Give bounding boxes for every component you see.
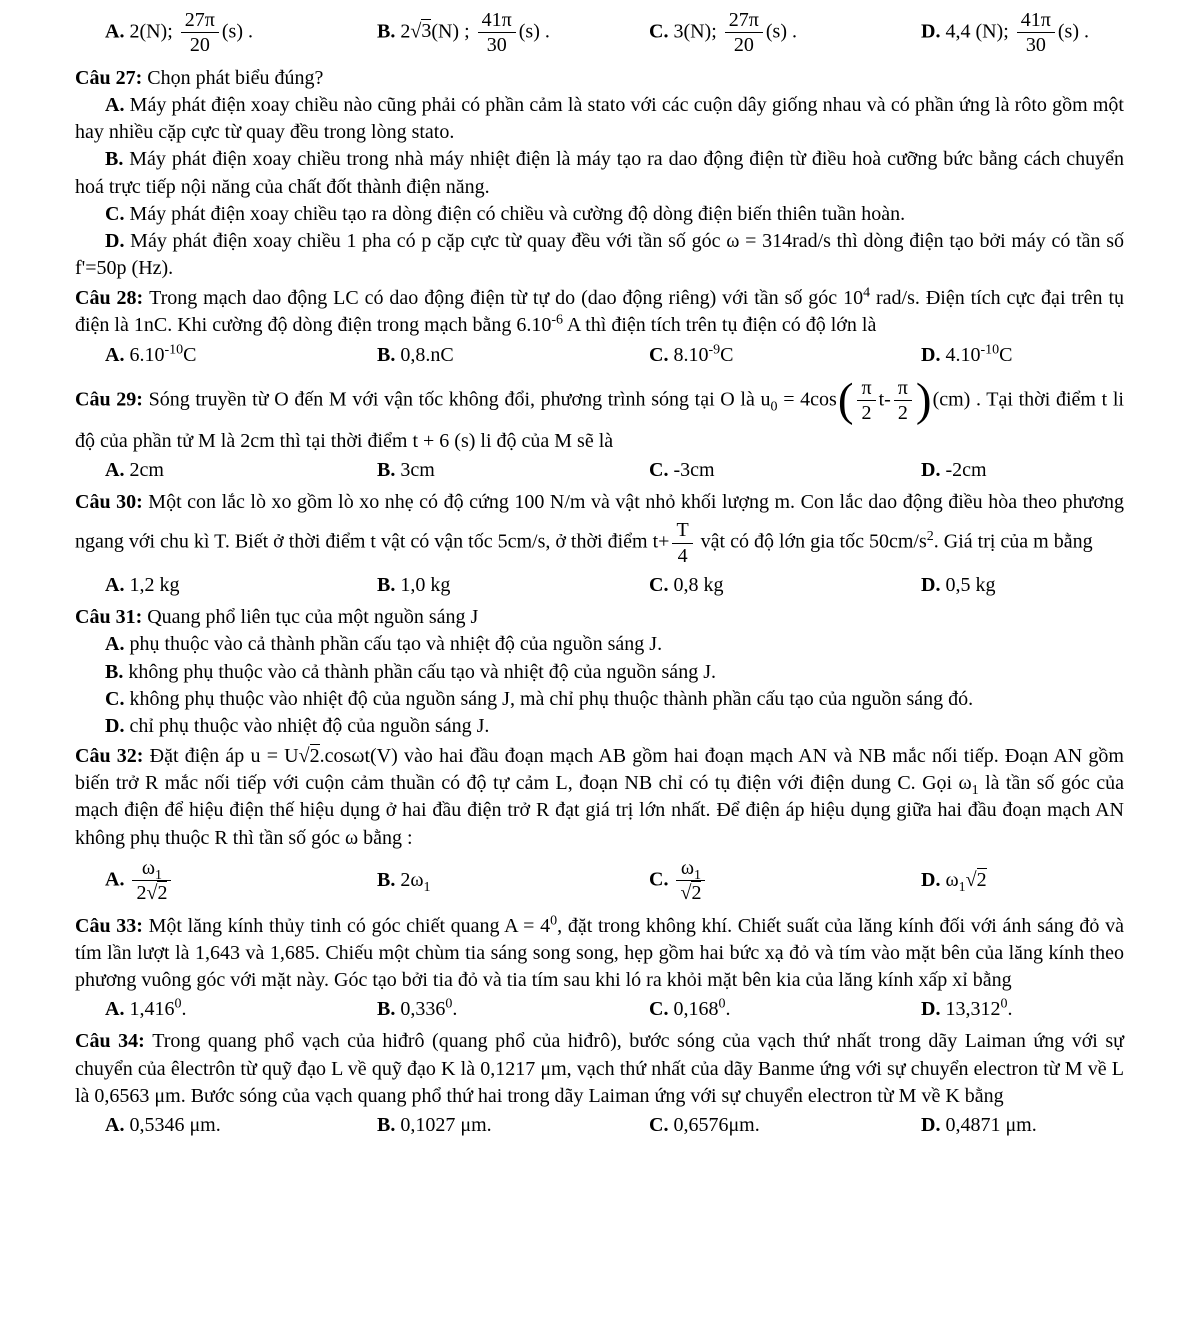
answer-option: D. chỉ phụ thuộc vào nhiệt độ của nguồn sáng J. [105,714,490,737]
options-row [75,570,1124,601]
option-letter: A. [105,868,130,891]
radicand: 2 [976,869,987,892]
fraction-numerator: $\omega_1$ [132,857,171,881]
answer-option: A. phụ thuộc vào cả thành phần cấu tạo và nhiệt độ của nguồn sáng J. [105,633,663,656]
fraction-denominator: 20 [733,34,754,57]
answer-option: B. 0,8.nC [377,343,454,366]
subscript: 1 [958,880,966,896]
answer-option: C. $8.10^{-9}C$ [649,342,734,366]
fraction-numerator: 41π [1017,9,1055,33]
answer-option: D. $\omega_1√2$ [921,869,987,896]
answer-option: B. 3cm [377,458,435,481]
option-letter: D. [921,343,946,366]
superscript: 0 [550,912,558,928]
option-letter: D. [921,998,946,1021]
answer-option: C. 0,168$^0$. [649,996,731,1021]
option-letter: C. [649,998,674,1021]
option-letter: B. [377,20,401,43]
question-number: Câu 34: [75,1030,153,1053]
subscript: 1 [694,867,702,883]
options-row [75,455,1124,486]
option-letter: D. [921,869,946,892]
superscript: -10 [980,342,1000,357]
superscript: 2 [926,529,934,545]
document-body [75,4,1124,1141]
radicand: 3 [421,20,432,43]
superscript: 0 [445,996,453,1012]
answer-option: B. Máy phát điện xoay chiều trong nhà máy nhiệt điện là máy tạo ra dao động điện từ điều hoà cưỡng bức bằng cách chuyển hoá trực tiếp nội năng của chất đốt thành điện năng. [75,148,1125,198]
fraction-numerator: 27π [181,9,219,33]
superscript: -6 [551,312,564,328]
answer-option: C. Máy phát điện xoay chiều tạo ra dòng điện có chiều và cường độ dòng điện biến thiên tuần hoàn. [105,202,906,225]
options-row [75,1110,1124,1141]
answer-option: A. $6.10^{-10}C$ [105,342,197,366]
question-text: Câu 31: Quang phổ liên tục của một nguồn sáng J [75,606,479,629]
options-row [75,852,1124,910]
answer-option: B. không phụ thuộc vào cả thành phần cấu tạo và nhiệt độ của nguồn sáng J. [105,660,716,683]
fraction-numerator: T [672,519,692,543]
options-row [75,994,1124,1025]
answer-option: C. không phụ thuộc vào nhiệt độ của nguồn sáng J, mà chỉ phụ thuộc thành phần cấu tạo của nguồn sáng đó. [105,687,974,710]
options-row [75,4,1124,62]
fraction-denominator: 30 [486,34,507,57]
fraction-numerator: π [894,377,912,401]
option-letter: C. [105,202,130,225]
fraction-denominator: 4 [677,544,688,567]
square-root: √3 [410,20,432,43]
question-text: Câu 32: Đặt điện áp u = U√2.cosωt(V) vào hai đầu đoạn mạch AB gồm hai đoạn mạch AN và NB mắc nối tiếp. Đoạn AN gồm biến trở R mắc nối tiếp với cuộn cảm thuần có độ tự cảm L, đoạn NB chỉ có tụ điện với điện dung C. Gọi $\omega_1$ là tần số góc của mạch điện để hiệu điện thế hiệu dụng ở hai đầu điện trở R đạt giá trị lớn nhất. Để điện áp hiệu dụng giữa hai đầu đoạn mạch AN không phụ thuộc R thì tần số góc ω bằng : [75,745,1125,849]
question-text: Câu 34: Trong quang phổ vạch của hiđrô (quang phổ của hiđrô), bước sóng của vạch thứ nhất trong dãy Laiman ứng với sự chuyển của êlectrôn từ quỹ đạo L về quỹ đạo K là 0,1217 μm, vạch thứ nhất của dãy Banme ứng với sự chuyển electron từ M về L là 0,6563 μm. Bước sóng của vạch quang phổ thứ hai trong dãy Laiman ứng với sự chuyển electron từ M về K bằng [75,1030,1124,1107]
square-root: √2 [965,869,987,892]
fraction-denominator: 30 [1025,34,1046,57]
option-letter: C. [105,687,130,710]
fraction-numerator: π [857,377,875,401]
fraction [676,857,705,905]
answer-option: C. 3(N); $\frac{27\pi}{20}$ (s) . [649,9,797,57]
option-letter: D. [921,573,946,596]
option-letter: D. [921,20,946,43]
answer-option: D. 0,4871 μm. [921,1113,1037,1136]
option-letter: B. [377,1113,401,1136]
fraction [1017,9,1055,57]
question-text: Câu 30: Một con lắc lò xo gồm lò xo nhẹ có độ cứng 100 N/m và vật nhỏ khối lượng m. Con lắc dao động điều hòa theo phương ngang với chu kì T. Biết ở thời điểm t vật có vận tốc 5cm/s, ở thời điểm t+ $\frac{T}{4}$ vật có độ lớn gia tốc $50cm/s^2$. Giá trị của m bằng [75,491,1124,567]
answer-option: D. 13,312$^0$. [921,996,1013,1021]
big-paren: ) [915,373,932,426]
option-letter: D. [921,458,946,481]
answer-option: B. 0,336$^0$. [377,996,458,1021]
answer-option: B. 2√3(N) ; $\frac{41\pi}{30}$ (s) . [377,9,550,57]
option-letter: A. [105,633,130,656]
fraction-denominator: 2 [861,402,872,425]
square-root: √2 [680,882,702,905]
fraction-numerator: 41π [478,9,516,33]
option-letter: B. [377,573,401,596]
question-number: Câu 28: [75,287,150,310]
option-letter: C. [649,1113,674,1136]
answer-option: B. 0,1027 μm. [377,1113,492,1136]
option-letter: B. [105,148,130,171]
option-letter: A. [105,998,130,1021]
question-text: Câu 28: Trong mạch dao động LC có dao động điện từ tự do (dao động riêng) với tần số góc $10^4$ rad/s. Điện tích cực đại trên tụ điện là 1nC. Khi cường độ dòng điện trong mạch bằng $6.10^{-6}$ A thì điện tích trên tụ điện có độ lớn là [75,285,1124,337]
fraction [132,857,171,905]
option-letter: B. [377,458,401,481]
fraction [478,9,516,57]
option-letter: D. [105,229,131,252]
superscript: -9 [708,342,721,357]
fraction [725,9,763,57]
option-letter: B. [377,343,401,366]
fraction-denominator [676,881,705,904]
superscript: 0 [1000,996,1008,1012]
big-paren: ( [837,373,854,426]
answer-option: A. 2cm [105,458,164,481]
answer-option [105,854,377,908]
option-letter: C. [649,343,674,366]
option-letter: C. [649,573,674,596]
question-number: Câu 27: [75,66,148,89]
superscript: -10 [164,342,184,357]
option-letter: A. [105,20,130,43]
radicand: 2 [157,882,168,905]
question-number: Câu 32: [75,745,150,768]
fraction [894,377,912,425]
answer-option: A. Máy phát điện xoay chiều nào cũng phải có phần cảm là stato với các cuộn dây giống nhau và có phần ứng là rôto gồm một hay nhiều cặp cực từ quay đều trong lòng stato. [75,93,1124,144]
option-letter: C. [649,20,674,43]
answer-option: A. 1,2 kg [105,573,180,596]
answer-option: C. 0,8 kg [649,573,724,596]
question-number: Câu 29: [75,388,149,411]
fraction-numerator: 27π [725,9,763,33]
subscript: 0 [770,399,778,415]
answer-option: C. 0,6576μm. [649,1113,760,1136]
subscript: 1 [423,880,431,896]
superscript: 4 [863,285,871,301]
options-row [75,340,1124,371]
question-number: Câu 33: [75,914,149,937]
option-letter: C. [649,868,674,891]
option-letter: C. [649,458,674,481]
superscript: 0 [174,996,182,1012]
option-letter: B. [105,660,129,683]
question-text: Câu 29: Sóng truyền từ O đến M với vận tốc không đổi, phương trình sóng tại O là $u_0 = 4\cos$( $\frac{\pi}{2}$ t- $\frac{\pi}{2}$ )(cm) . Tại thời điểm t li độ của phần tử M là 2cm thì tại thời điểm t + 6 (s) li độ của M sẽ là [75,373,1124,452]
fraction-numerator: $\omega_1$ [676,857,705,881]
fraction [181,9,219,57]
option-letter: A. [105,343,130,366]
square-root: √2 [298,745,320,768]
answer-option: D. 4,4 (N); $\frac{41\pi}{30}$ (s) . [921,9,1089,57]
answer-option: D. -2cm [921,458,987,481]
option-letter: B. [377,869,401,892]
answer-option: B. 1,0 kg [377,573,451,596]
option-letter: A. [105,573,130,596]
answer-option: D. Máy phát điện xoay chiều 1 pha có p cặp cực từ quay đều với tần số góc ω = 314rad/s thì dòng điện tạo bởi máy có tần số f'=50p (Hz). [75,229,1125,280]
option-letter: D. [105,714,130,737]
answer-option: D. $4.10^{-10}C$ [921,342,1013,366]
radicand: 2 [691,882,702,905]
radicand: 2 [309,745,320,768]
option-letter: D. [921,1113,946,1136]
fraction-denominator: 2√2 [136,882,168,905]
answer-option: C. -3cm [649,458,715,481]
option-letter: A. [105,458,130,481]
subscript: 1 [971,783,979,799]
square-root: √2 [146,882,168,905]
answer-option: B. $2\omega_1$ [377,869,431,896]
answer-option [649,854,921,908]
answer-option: A. 0,5346 μm. [105,1113,221,1136]
question-number: Câu 30: [75,491,149,513]
answer-option: D. 0,5 kg [921,573,996,596]
option-letter: A. [105,93,130,116]
subscript: 1 [155,867,163,883]
option-letter: B. [377,998,401,1021]
fraction [672,519,692,567]
superscript: 0 [718,996,726,1012]
question-text: Câu 33: Một lăng kính thủy tinh có góc chiết quang $A = 4^0$, đặt trong không khí. Chiết suất của lăng kính đối với ánh sáng đỏ và tím lần lượt là 1,643 và 1,685. Chiếu một chùm tia sáng song song, hẹp gồm hai bức xạ đỏ và tím vào mặt bên của lăng kính theo phương vuông góc với mặt này. Góc tạo bởi tia đỏ và tia tím sau khi ló ra khỏi mặt bên kia của lăng kính xấp xỉ bằng [75,912,1124,991]
fraction-denominator: 2 [897,402,908,425]
answer-option: A. 2(N); $\frac{27\pi}{20}$ (s) . [105,9,253,57]
question-number: Câu 31: [75,606,148,629]
fraction-denominator: 20 [189,34,210,57]
question-text: Câu 27: Chọn phát biểu đúng? [75,66,324,89]
fraction [857,377,875,425]
answer-option: A. 1,416$^0$. [105,996,187,1021]
option-letter: A. [105,1113,130,1136]
